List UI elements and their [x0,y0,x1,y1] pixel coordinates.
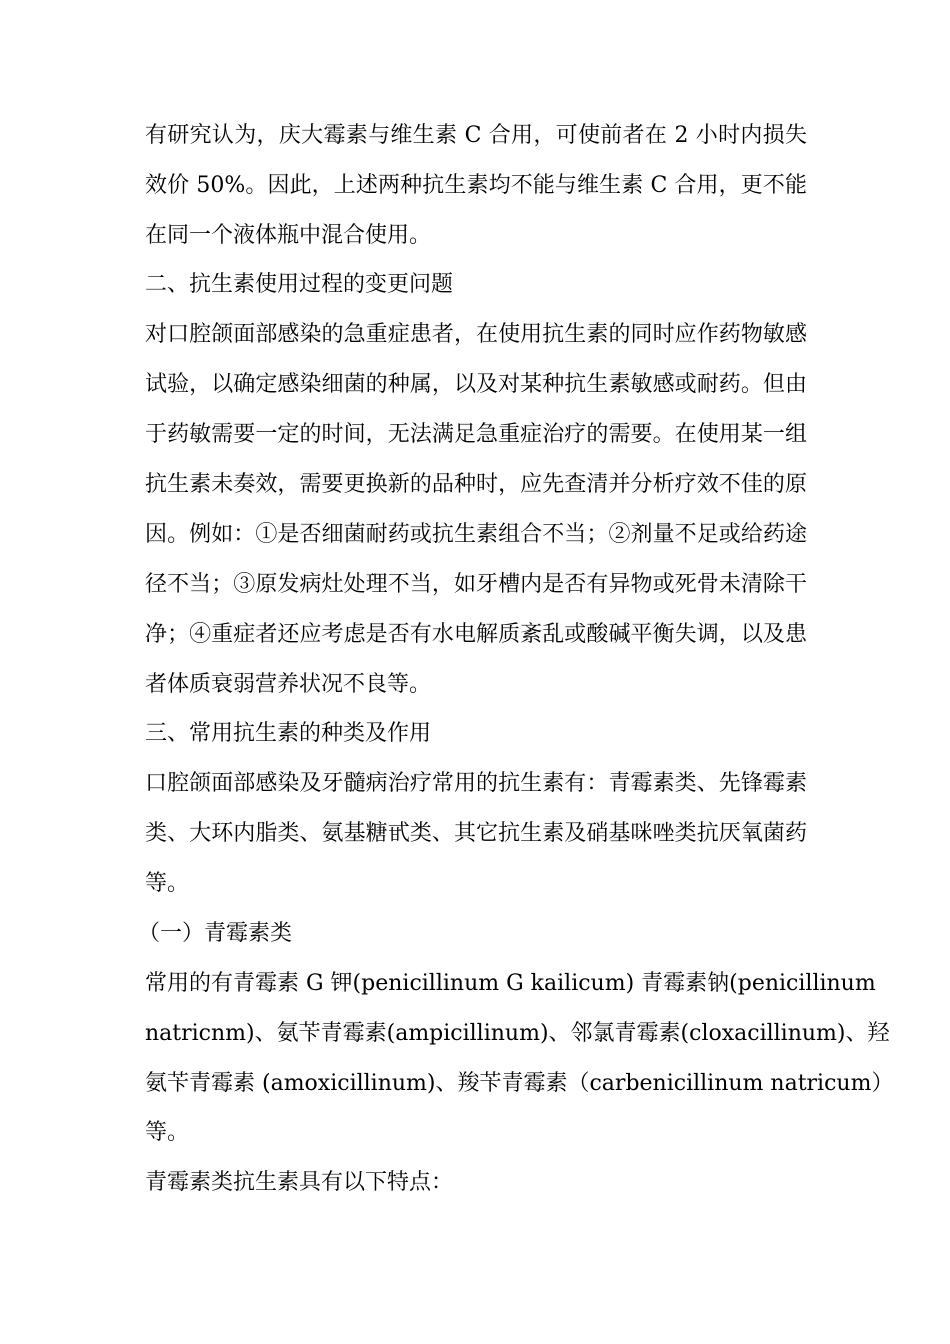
paragraph-line: 对口腔颌面部感染的急重症患者，在使用抗生素的同时应作药物敏感 [145,322,807,347]
paragraph-line: 抗生素未奏效，需要更换新的品种时，应先查清并分析疗效不佳的原 [145,472,807,497]
paragraph-line: 常用的有青霉素 G 钾(penicillinum G kailicum) 青霉素钠(penicillinum [145,971,876,996]
paragraph-line: 有研究认为，庆大霉素与维生素 C 合用，可使前者在 2 小时内损失 [145,123,807,148]
paragraph-line: 于药敏需要一定的时间，无法满足急重症治疗的需要。在使用某一组 [145,422,807,447]
paragraph-line: 氨苄青霉素 (amoxicillinum)、羧苄青霉素（carbenicillinum natricum） [145,1071,894,1096]
section-heading: 二、抗生素使用过程的变更问题 [145,272,454,297]
paragraph-line: natricnm)、氨苄青霉素(ampicillinum)、邻氯青霉素(cloxacillinum)、羟 [145,1021,890,1046]
paragraph-line: 因。例如：①是否细菌耐药或抗生素组合不当；②剂量不足或给药途 [145,522,807,547]
paragraph-line: 试验，以确定感染细菌的种属，以及对某种抗生素敏感或耐药。但由 [145,372,807,397]
paragraph-line: 效价 50%。因此，上述两种抗生素均不能与维生素 C 合用，更不能 [145,173,807,198]
paragraph-line: 类、大环内脂类、氨基糖甙类、其它抗生素及硝基咪唑类抗厌氧菌药 [145,821,807,846]
section-heading: 三、常用抗生素的种类及作用 [145,721,432,746]
paragraph-line: 青霉素类抗生素具有以下特点： [145,1170,454,1195]
subsection-heading: （一）青霉素类 [138,921,293,946]
paragraph-line: 等。 [145,1120,190,1145]
paragraph-line: 等。 [145,871,190,896]
paragraph-line: 在同一个液体瓶中混合使用。 [145,223,432,248]
paragraph-line: 口腔颌面部感染及牙髓病治疗常用的抗生素有：青霉素类、先锋霉素 [145,771,807,796]
paragraph-line: 者体质衰弱营养状况不良等。 [145,672,432,697]
paragraph-line: 径不当；③原发病灶处理不当，如牙槽内是否有异物或死骨未清除干 [145,572,807,597]
paragraph-line: 净；④重症者还应考虑是否有水电解质紊乱或酸碱平衡失调，以及患 [145,622,807,647]
